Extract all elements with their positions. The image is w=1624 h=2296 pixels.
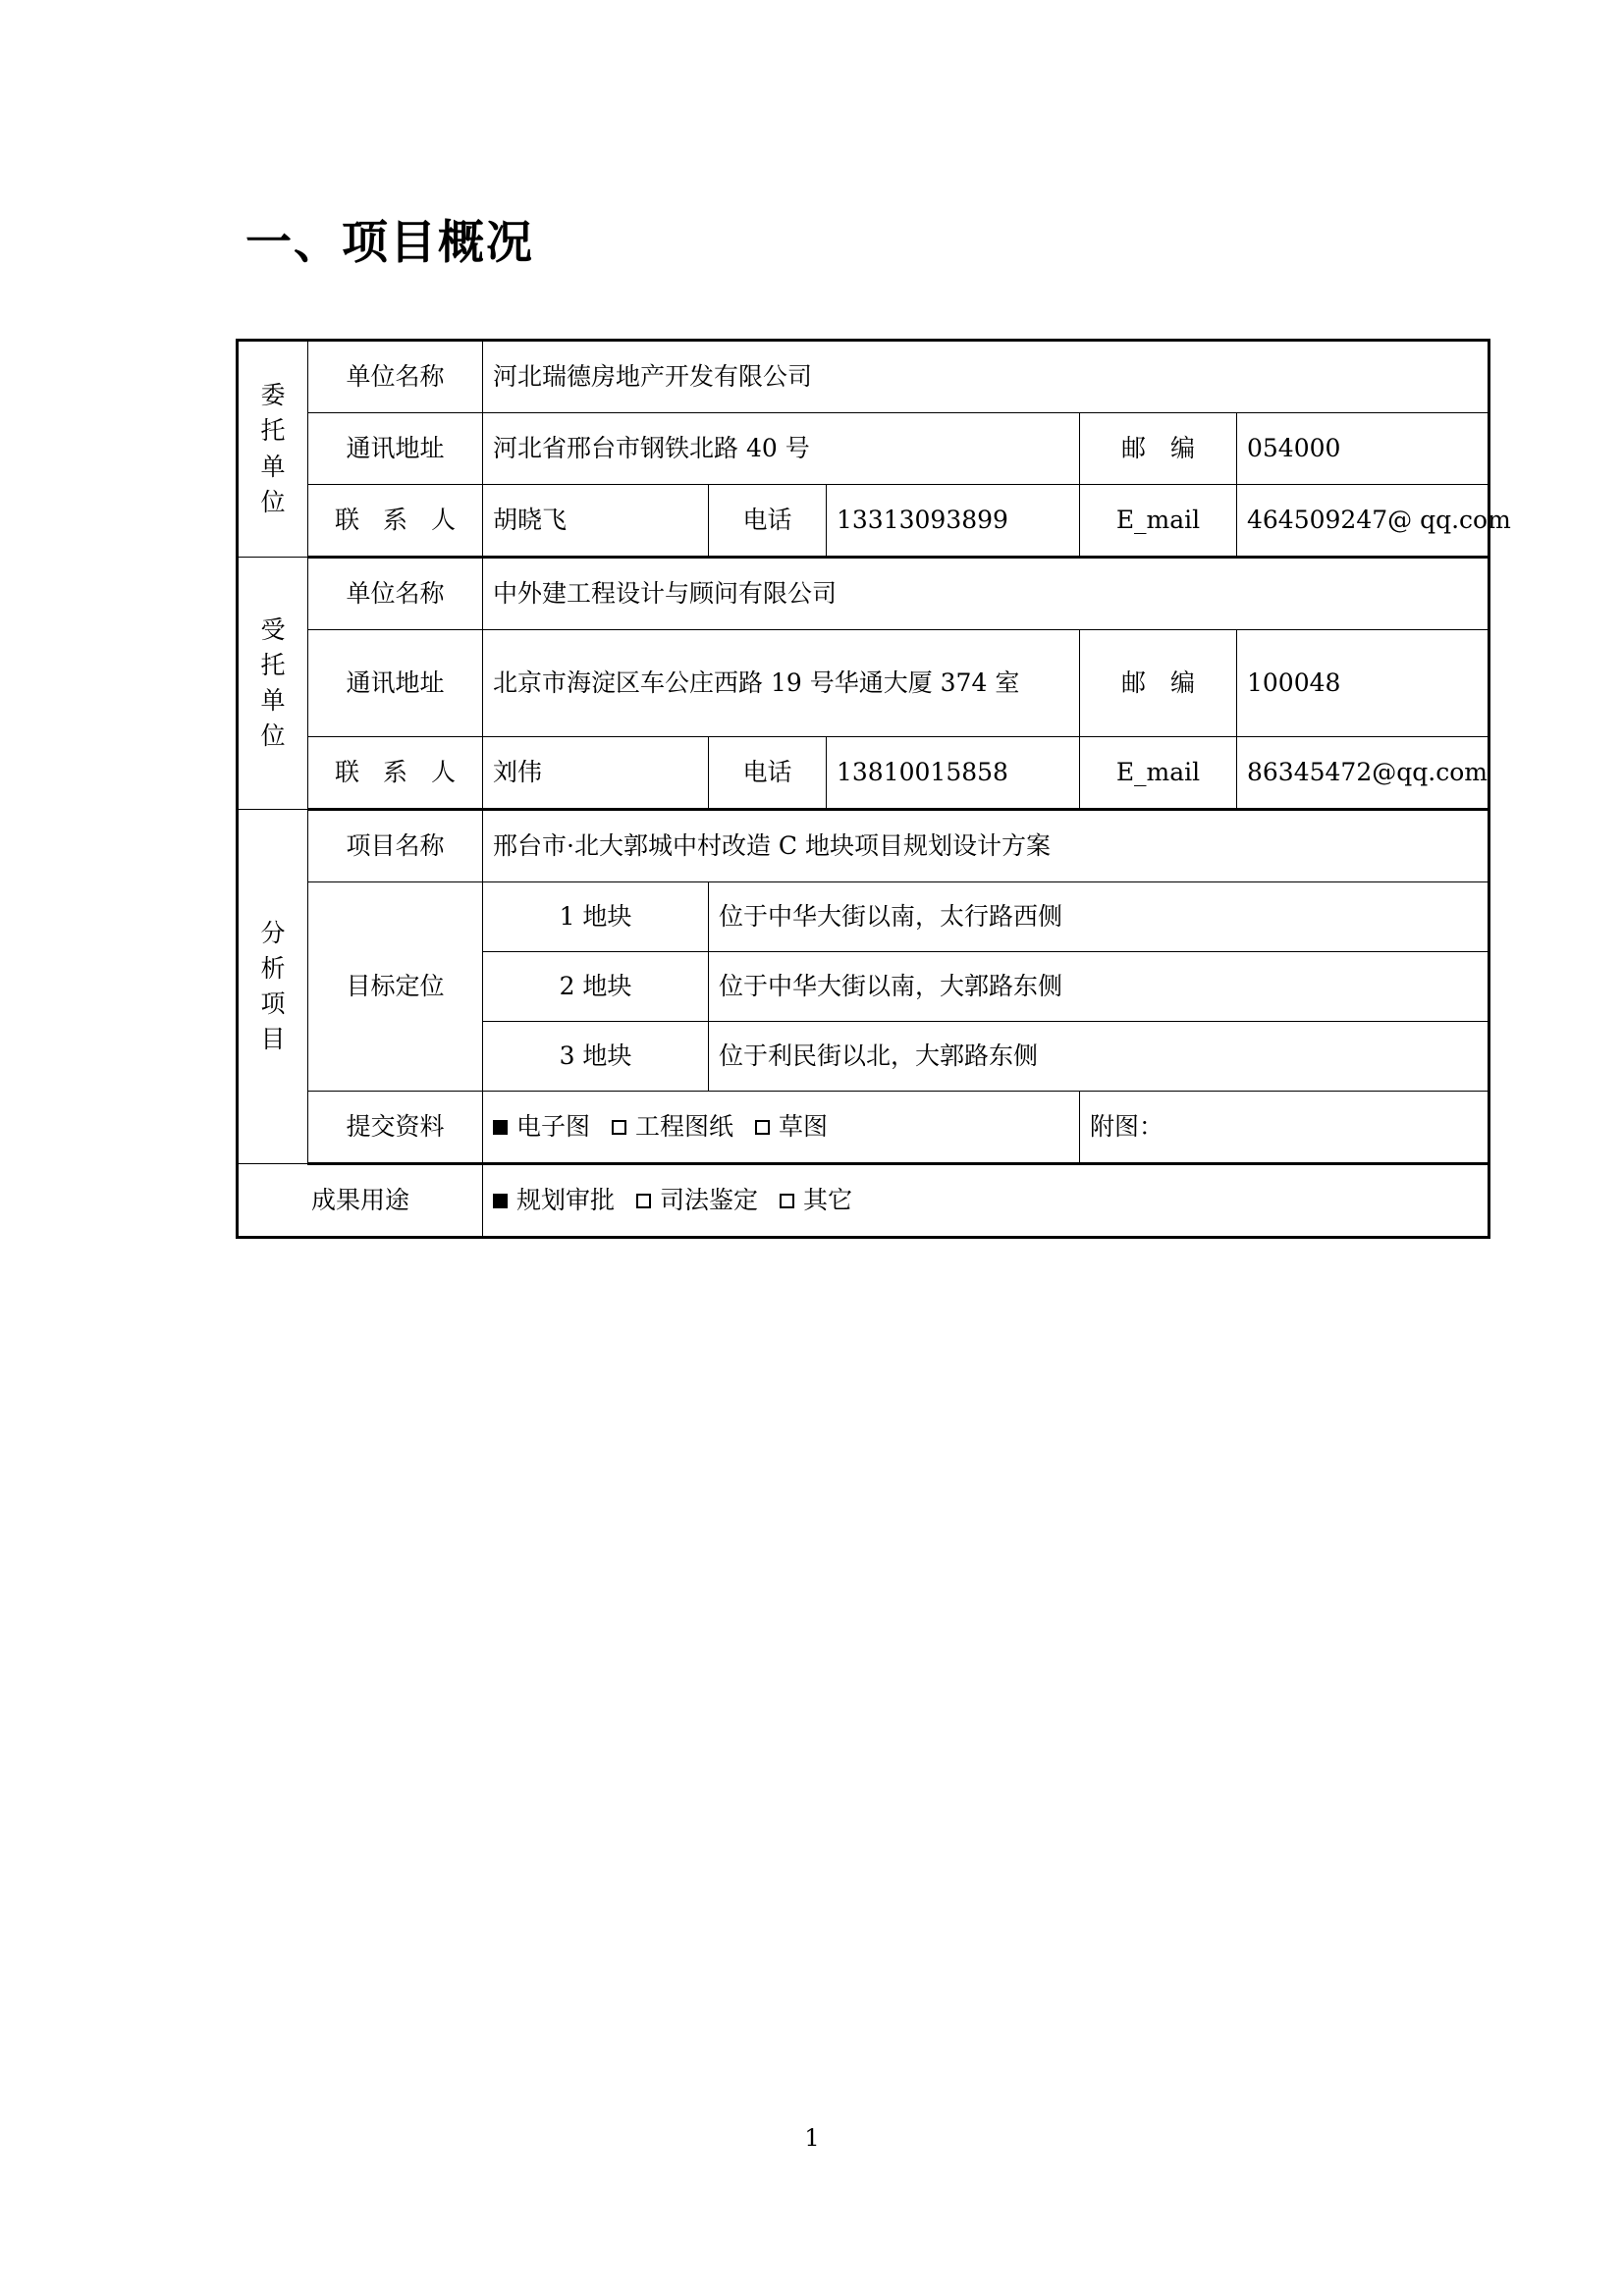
value-plot-2: 位于中华大街以南，大郭路东侧 xyxy=(709,952,1489,1022)
table-row xyxy=(238,1164,1489,1238)
group-label-analysis-char: 分 析 项 目 xyxy=(260,918,286,1054)
page-number: 1 xyxy=(804,2124,820,2152)
label-client-postcode: 邮 编 xyxy=(1080,413,1237,485)
option-judicial-appraisal-label: 司法鉴定 xyxy=(660,1185,759,1214)
label-contractor-address: 通讯地址 xyxy=(308,630,483,737)
checkbox-unchecked-icon[interactable] xyxy=(780,1194,794,1208)
value-contractor-postcode: 100048 xyxy=(1237,630,1489,737)
label-plot-1: 1 地块 xyxy=(483,882,709,952)
value-client-email: 464509247@ qq.com xyxy=(1237,485,1489,558)
value-project-name: 邢台市·北大郭城中村改造 C 地块项目规划设计方案 xyxy=(483,810,1489,882)
label-plot-3: 3 地块 xyxy=(483,1022,709,1092)
label-client-phone: 电话 xyxy=(709,485,827,558)
value-plot-1: 位于中华大街以南，太行路西侧 xyxy=(709,882,1489,952)
option-planning-approval[interactable] xyxy=(493,1183,615,1218)
label-submitted-materials: 提交资料 xyxy=(308,1092,483,1164)
value-contractor-phone: 13810015858 xyxy=(827,737,1080,810)
value-contractor-contact-name: 刘伟 xyxy=(483,737,709,810)
label-client-address: 通讯地址 xyxy=(308,413,483,485)
table-row xyxy=(238,1092,1489,1164)
group-label-client-char: 委 托 单 位 xyxy=(260,381,286,516)
checkbox-unchecked-icon[interactable] xyxy=(636,1194,651,1208)
submitted-materials-options xyxy=(483,1092,1080,1164)
value-client-phone: 13313093899 xyxy=(827,485,1080,558)
option-sketch-label: 草图 xyxy=(779,1111,829,1141)
label-result-use: 成果用途 xyxy=(238,1164,483,1238)
label-contractor-phone: 电话 xyxy=(709,737,827,810)
label-contractor-postcode: 邮 编 xyxy=(1080,630,1237,737)
table-row xyxy=(238,341,1489,413)
label-plot-2: 2 地块 xyxy=(483,952,709,1022)
label-client-contact: 联 系 人 xyxy=(308,485,483,558)
value-client-address: 河北省邢台市钢铁北路 40 号 xyxy=(483,413,1080,485)
group-label-analysis xyxy=(238,810,308,1164)
value-plot-3: 位于利民街以北，大郭路东侧 xyxy=(709,1022,1489,1092)
table-row xyxy=(238,413,1489,485)
label-contractor-email: E_mail xyxy=(1080,737,1237,810)
label-contractor-unit-name: 单位名称 xyxy=(308,558,483,630)
option-engineering-drawing[interactable] xyxy=(612,1109,733,1145)
page-title: 一、项目概况 xyxy=(245,216,534,270)
group-label-contractor-char: 受 托 单 位 xyxy=(260,614,286,751)
option-planning-approval-label: 规划审批 xyxy=(516,1185,616,1214)
value-contractor-unit-name: 中外建工程设计与顾问有限公司 xyxy=(483,558,1489,630)
group-label-client xyxy=(238,341,308,558)
attachment-field xyxy=(1080,1092,1489,1164)
label-project-name: 项目名称 xyxy=(308,810,483,882)
label-target-position: 目标定位 xyxy=(308,882,483,1092)
option-other-label: 其它 xyxy=(803,1185,853,1214)
value-contractor-email: 86345472@qq.com xyxy=(1237,737,1489,810)
option-other[interactable] xyxy=(780,1183,852,1218)
label-contractor-contact: 联 系 人 xyxy=(308,737,483,810)
option-electronic-drawing-label: 电子图 xyxy=(516,1111,591,1141)
table-row xyxy=(238,882,1489,952)
value-contractor-address: 北京市海淀区车公庄西路 19 号华通大厦 374 室 xyxy=(483,630,1080,737)
option-sketch[interactable] xyxy=(755,1109,828,1145)
checkbox-unchecked-icon[interactable] xyxy=(755,1120,770,1135)
label-attachment: 附图： xyxy=(1090,1111,1164,1141)
option-electronic-drawing[interactable] xyxy=(493,1109,590,1145)
table-row xyxy=(238,737,1489,810)
value-client-unit-name: 河北瑞德房地产开发有限公司 xyxy=(483,341,1489,413)
checkbox-checked-icon[interactable] xyxy=(493,1120,508,1135)
label-client-unit-name: 单位名称 xyxy=(308,341,483,413)
project-overview-table xyxy=(236,339,1511,1239)
option-judicial-appraisal[interactable] xyxy=(636,1183,758,1218)
result-use-options xyxy=(483,1164,1489,1238)
checkbox-checked-icon[interactable] xyxy=(493,1194,508,1208)
table-row xyxy=(238,485,1489,558)
table-row xyxy=(238,810,1489,882)
value-client-postcode: 054000 xyxy=(1237,413,1489,485)
value-client-contact-name: 胡晓飞 xyxy=(483,485,709,558)
table-row xyxy=(238,558,1489,630)
group-label-contractor xyxy=(238,558,308,810)
checkbox-unchecked-icon[interactable] xyxy=(612,1120,626,1135)
option-engineering-drawing-label: 工程图纸 xyxy=(635,1111,734,1141)
label-client-email: E_mail xyxy=(1080,485,1237,558)
table-row xyxy=(238,630,1489,737)
